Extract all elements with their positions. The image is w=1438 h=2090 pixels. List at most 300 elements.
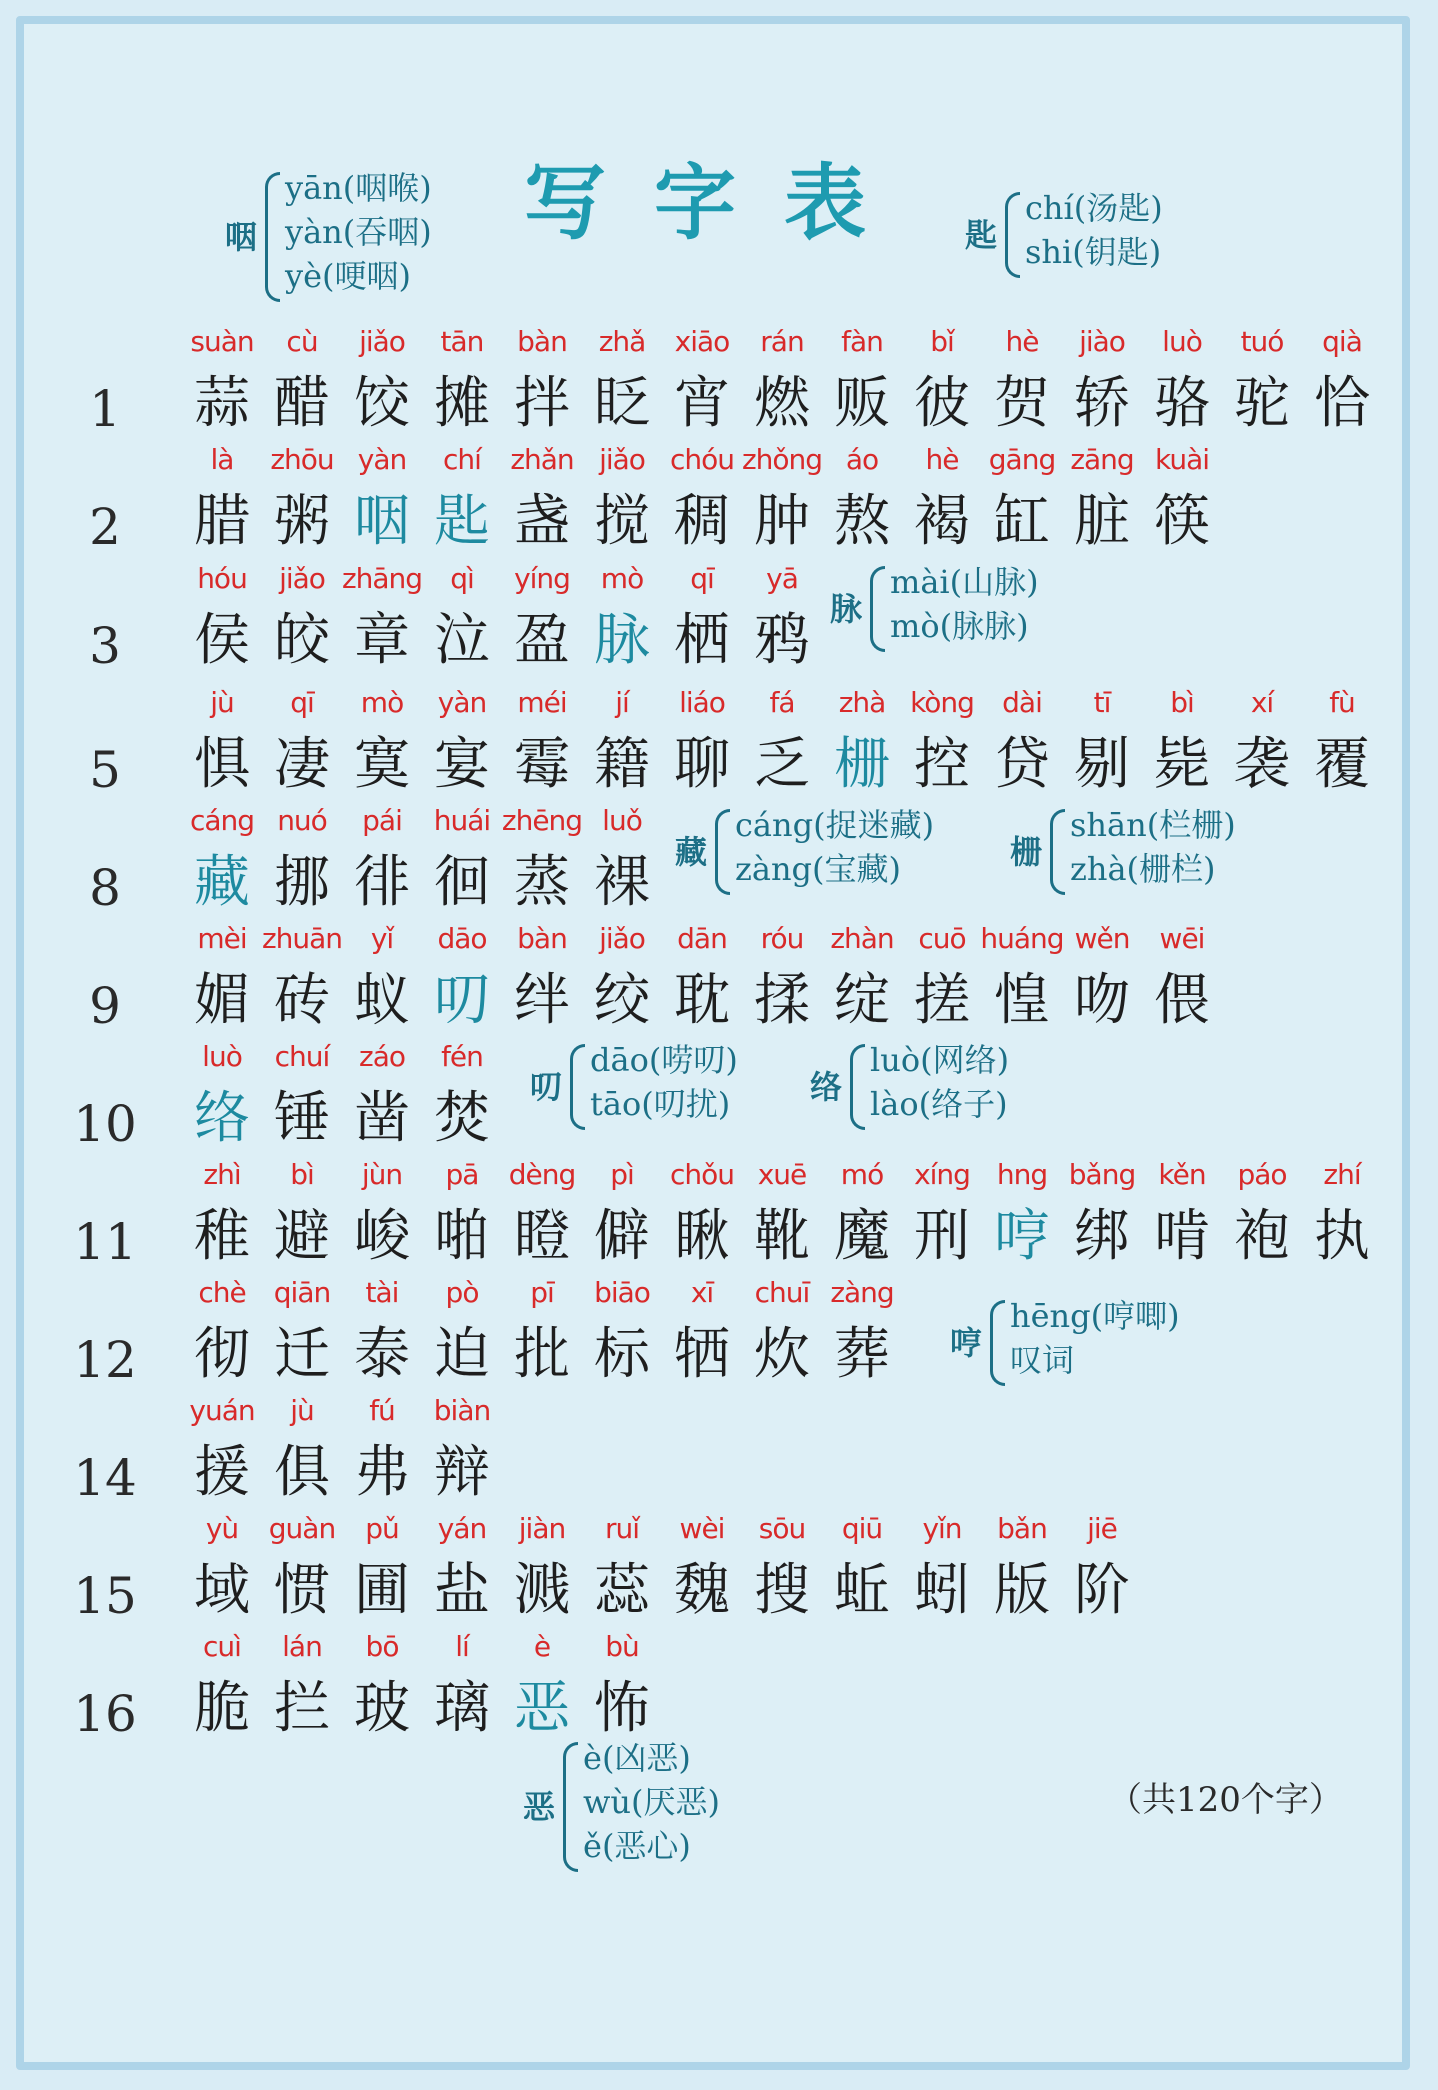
hanzi: 俱 bbox=[274, 1440, 330, 1505]
hanzi: 控 bbox=[914, 732, 970, 797]
pinyin: tān bbox=[440, 325, 484, 358]
char-cell bbox=[180, 1512, 264, 1626]
char-cell bbox=[420, 1630, 504, 1744]
char-cell bbox=[740, 562, 824, 676]
pinyin: yǐn bbox=[922, 1512, 962, 1545]
hanzi: 脆 bbox=[194, 1676, 250, 1741]
hanzi: 靴 bbox=[754, 1204, 810, 1269]
pinyin: gāng bbox=[988, 443, 1056, 476]
pinyin: tī bbox=[1093, 686, 1111, 719]
char-cell bbox=[660, 686, 744, 800]
hanzi: 拌 bbox=[514, 371, 570, 436]
pinyin: chuí bbox=[274, 1040, 330, 1073]
pinyin: yuán bbox=[189, 1394, 255, 1427]
pinyin: wěn bbox=[1074, 922, 1130, 955]
char-cell bbox=[260, 1158, 344, 1272]
brace-icon bbox=[265, 172, 280, 302]
hanzi: 峻 bbox=[354, 1204, 410, 1269]
hanzi: 蚓 bbox=[914, 1558, 970, 1623]
pinyin: mèi bbox=[197, 922, 247, 955]
char-cell bbox=[420, 1040, 504, 1154]
char-cell bbox=[980, 686, 1064, 800]
pinyin: chǒu bbox=[669, 1158, 735, 1191]
pinyin: fá bbox=[769, 686, 795, 719]
note-reading: yè(哽咽) bbox=[285, 257, 411, 295]
note-char: 脉 bbox=[830, 590, 863, 628]
note-char: 哼 bbox=[950, 1324, 983, 1362]
char-cell bbox=[500, 1512, 584, 1626]
hanzi: 揉 bbox=[754, 968, 810, 1033]
char-cell bbox=[260, 1630, 344, 1744]
char-cell bbox=[900, 1158, 984, 1272]
note-reading: lào(络子) bbox=[870, 1085, 1008, 1123]
note-reading: luò(网络) bbox=[870, 1041, 1010, 1079]
char-cell bbox=[580, 1158, 664, 1272]
char-cell bbox=[1060, 443, 1144, 557]
hanzi: 栅 bbox=[834, 732, 890, 797]
char-cell bbox=[580, 325, 664, 439]
char-cell bbox=[660, 922, 744, 1036]
note-reading: mài(山脉) bbox=[890, 563, 1039, 601]
hanzi: 腊 bbox=[194, 489, 250, 554]
pinyin: hng bbox=[996, 1158, 1048, 1191]
pinyin: liáo bbox=[679, 686, 725, 719]
char-cell bbox=[180, 1040, 264, 1154]
lesson-number: 3 bbox=[89, 617, 121, 675]
hanzi: 拦 bbox=[274, 1676, 330, 1741]
note-char: 匙 bbox=[965, 216, 998, 254]
char-cell bbox=[420, 1394, 504, 1508]
pinyin: jiǎo bbox=[359, 325, 405, 358]
note-reading: wù(厌恶) bbox=[583, 1783, 720, 1821]
pinyin: huái bbox=[433, 804, 491, 837]
note-reading: è(凶恶) bbox=[583, 1739, 691, 1777]
pinyin: nuó bbox=[277, 804, 327, 837]
note-char: 栅 bbox=[1010, 833, 1043, 871]
hanzi: 怖 bbox=[594, 1676, 650, 1741]
table-row bbox=[0, 1512, 1438, 1632]
pinyin: mó bbox=[840, 1158, 884, 1191]
pinyin: xī bbox=[690, 1276, 714, 1309]
pinyin: dài bbox=[1002, 686, 1042, 719]
pinyin: pā bbox=[445, 1158, 479, 1191]
pinyin: bǐ bbox=[930, 325, 954, 358]
pinyin: pò bbox=[445, 1276, 479, 1309]
hanzi: 弗 bbox=[354, 1440, 410, 1505]
char-cell bbox=[340, 562, 424, 676]
pinyin: fú bbox=[369, 1394, 395, 1427]
hanzi: 脏 bbox=[1074, 489, 1130, 554]
hanzi: 恶 bbox=[514, 1676, 570, 1741]
hanzi: 熬 bbox=[834, 489, 890, 554]
hanzi: 域 bbox=[194, 1558, 250, 1623]
hanzi: 匙 bbox=[434, 489, 490, 554]
char-cell bbox=[180, 1630, 264, 1744]
lesson-number: 8 bbox=[89, 859, 121, 917]
pinyin: bù bbox=[605, 1630, 639, 1663]
pinyin: dāo bbox=[437, 922, 487, 955]
pinyin: luò bbox=[202, 1040, 242, 1073]
hanzi: 筷 bbox=[1154, 489, 1210, 554]
pinyin: zhí bbox=[1323, 1158, 1361, 1191]
char-cell bbox=[1300, 686, 1384, 800]
note-reading: zhà(栅栏) bbox=[1070, 850, 1216, 888]
note-reading: yàn(吞咽) bbox=[285, 213, 432, 251]
hanzi: 溅 bbox=[514, 1558, 570, 1623]
char-cell bbox=[900, 686, 984, 800]
pinyin: dèng bbox=[508, 1158, 576, 1191]
char-cell bbox=[1220, 325, 1304, 439]
char-cell bbox=[740, 325, 824, 439]
table-row bbox=[0, 922, 1438, 1042]
hanzi: 泣 bbox=[434, 608, 490, 673]
pinyin: zhàn bbox=[830, 922, 894, 955]
char-cell bbox=[740, 443, 824, 557]
hanzi: 炊 bbox=[754, 1322, 810, 1387]
pinyin: bàn bbox=[517, 922, 567, 955]
hanzi: 哼 bbox=[994, 1204, 1050, 1269]
hanzi: 饺 bbox=[354, 371, 410, 436]
pinyin: xí bbox=[1250, 686, 1274, 719]
char-cell bbox=[260, 1394, 344, 1508]
hanzi: 绽 bbox=[834, 968, 890, 1033]
char-cell bbox=[500, 804, 584, 918]
pinyin: jiàn bbox=[518, 1512, 566, 1545]
char-cell bbox=[180, 922, 264, 1036]
hanzi: 裸 bbox=[594, 850, 650, 915]
table-row bbox=[0, 325, 1438, 445]
char-cell bbox=[580, 562, 664, 676]
lesson-number: 14 bbox=[73, 1449, 137, 1507]
char-cell bbox=[740, 1276, 824, 1390]
hanzi: 徊 bbox=[434, 850, 490, 915]
hanzi: 肿 bbox=[754, 489, 810, 554]
pinyin: yán bbox=[437, 1512, 487, 1545]
char-cell bbox=[660, 562, 744, 676]
hanzi: 脉 bbox=[594, 608, 650, 673]
lesson-number: 11 bbox=[73, 1213, 137, 1271]
char-cell bbox=[420, 1276, 504, 1390]
pinyin: rán bbox=[760, 325, 804, 358]
pinyin: chè bbox=[198, 1276, 246, 1309]
pinyin: áo bbox=[845, 443, 879, 476]
pinyin: jùn bbox=[361, 1158, 403, 1191]
pinyin: zhāng bbox=[341, 562, 423, 595]
char-cell bbox=[740, 1512, 824, 1626]
char-cell bbox=[420, 804, 504, 918]
char-cell bbox=[740, 922, 824, 1036]
pinyin: cù bbox=[286, 325, 318, 358]
char-cell bbox=[1220, 1158, 1304, 1272]
pinyin: dān bbox=[677, 922, 727, 955]
hanzi: 蚯 bbox=[834, 1558, 890, 1623]
char-cell bbox=[660, 1276, 744, 1390]
char-cell bbox=[580, 443, 664, 557]
char-cell bbox=[420, 562, 504, 676]
pinyin: zhǎ bbox=[598, 325, 646, 358]
brace-icon bbox=[570, 1044, 585, 1130]
pinyin: jiǎo bbox=[599, 443, 645, 476]
char-cell bbox=[420, 443, 504, 557]
char-cell bbox=[340, 325, 424, 439]
note-reading: dāo(唠叨) bbox=[590, 1041, 738, 1079]
hanzi: 焚 bbox=[434, 1086, 490, 1151]
pinyin: yù bbox=[205, 1512, 239, 1545]
note-reading: yān(咽喉) bbox=[285, 169, 432, 207]
char-cell bbox=[580, 1630, 664, 1744]
lesson-number: 12 bbox=[73, 1331, 137, 1389]
pinyin: páo bbox=[1237, 1158, 1287, 1191]
char-cell bbox=[740, 686, 824, 800]
pinyin: cuì bbox=[203, 1630, 241, 1663]
pinyin: yàn bbox=[437, 686, 487, 719]
hanzi: 皎 bbox=[274, 608, 330, 673]
char-cell bbox=[1060, 922, 1144, 1036]
note-reading: hēng(哼唧) bbox=[1010, 1297, 1180, 1335]
lesson-number: 10 bbox=[73, 1095, 137, 1153]
hanzi: 葬 bbox=[834, 1322, 890, 1387]
table-row bbox=[0, 686, 1438, 806]
hanzi: 偎 bbox=[1154, 968, 1210, 1033]
pinyin: huáng bbox=[980, 922, 1064, 955]
hanzi: 迫 bbox=[434, 1322, 490, 1387]
hanzi: 盏 bbox=[514, 489, 570, 554]
pinyin: zāng bbox=[1070, 443, 1134, 476]
pinyin: biāo bbox=[594, 1276, 650, 1309]
brace-icon bbox=[870, 566, 885, 652]
table-row bbox=[0, 1158, 1438, 1278]
char-cell bbox=[820, 686, 904, 800]
char-cell bbox=[660, 325, 744, 439]
hanzi: 叨 bbox=[434, 968, 490, 1033]
note-reading: zàng(宝藏) bbox=[735, 850, 902, 888]
pinyin: jù bbox=[290, 1394, 314, 1427]
char-cell bbox=[820, 443, 904, 557]
brace-icon bbox=[990, 1300, 1005, 1386]
hanzi: 霉 bbox=[514, 732, 570, 797]
char-cell bbox=[420, 1158, 504, 1272]
hanzi: 侯 bbox=[194, 608, 250, 673]
brace-icon bbox=[1050, 809, 1065, 895]
hanzi: 彼 bbox=[914, 371, 970, 436]
hanzi: 惯 bbox=[274, 1558, 330, 1623]
char-cell bbox=[340, 804, 424, 918]
note-char: 恶 bbox=[523, 1788, 556, 1826]
table-row bbox=[0, 1276, 1438, 1396]
hanzi: 搅 bbox=[594, 489, 650, 554]
pinyin: chóu bbox=[669, 443, 735, 476]
hanzi: 骆 bbox=[1154, 371, 1210, 436]
pinyin: qiū bbox=[841, 1512, 883, 1545]
note-reading: cáng(捉迷藏) bbox=[735, 806, 935, 844]
pinyin: ruǐ bbox=[604, 1512, 640, 1545]
pinyin: zhǒng bbox=[741, 443, 823, 476]
pinyin: xiāo bbox=[674, 325, 730, 358]
char-cell bbox=[500, 686, 584, 800]
lesson-number: 9 bbox=[89, 977, 121, 1035]
hanzi: 袍 bbox=[1234, 1204, 1290, 1269]
char-cell bbox=[500, 562, 584, 676]
lesson-number: 15 bbox=[73, 1567, 137, 1625]
note-char: 络 bbox=[810, 1068, 843, 1106]
char-cell bbox=[580, 686, 664, 800]
hanzi: 彻 bbox=[194, 1322, 250, 1387]
pinyin: záo bbox=[359, 1040, 405, 1073]
pinyin: là bbox=[210, 443, 234, 476]
char-cell bbox=[580, 922, 664, 1036]
table-row bbox=[0, 1394, 1438, 1514]
brace-icon bbox=[715, 809, 730, 895]
hanzi: 咽 bbox=[354, 489, 410, 554]
pinyin: fén bbox=[441, 1040, 483, 1073]
lesson-number: 2 bbox=[89, 498, 121, 556]
char-cell bbox=[900, 1512, 984, 1626]
hanzi: 阶 bbox=[1074, 1558, 1130, 1623]
hanzi: 凿 bbox=[354, 1086, 410, 1151]
char-cell bbox=[340, 922, 424, 1036]
table-row bbox=[0, 443, 1438, 563]
hanzi: 络 bbox=[194, 1086, 250, 1151]
hanzi: 贷 bbox=[994, 732, 1050, 797]
char-cell bbox=[660, 443, 744, 557]
pinyin: sōu bbox=[758, 1512, 806, 1545]
char-cell bbox=[180, 443, 264, 557]
hanzi: 绑 bbox=[1074, 1204, 1130, 1269]
char-cell bbox=[900, 922, 984, 1036]
hanzi: 牺 bbox=[674, 1322, 730, 1387]
total-count: （共120个字） bbox=[1108, 1780, 1343, 1820]
char-cell bbox=[260, 1276, 344, 1390]
hanzi: 瞅 bbox=[674, 1204, 730, 1269]
hanzi: 砖 bbox=[274, 968, 330, 1033]
char-cell bbox=[500, 443, 584, 557]
hanzi: 毙 bbox=[1154, 732, 1210, 797]
hanzi: 迁 bbox=[274, 1322, 330, 1387]
pinyin: fù bbox=[1329, 686, 1355, 719]
char-cell bbox=[340, 1630, 424, 1744]
note-reading: chí(汤匙) bbox=[1025, 189, 1163, 227]
hanzi: 魔 bbox=[834, 1204, 890, 1269]
note-reading: tāo(叨扰) bbox=[590, 1085, 731, 1123]
hanzi: 执 bbox=[1314, 1204, 1370, 1269]
char-cell bbox=[820, 1512, 904, 1626]
pinyin: yàn bbox=[357, 443, 407, 476]
char-cell bbox=[340, 1276, 424, 1390]
pinyin: xuē bbox=[757, 1158, 807, 1191]
char-cell bbox=[340, 1394, 424, 1508]
pinyin: pī bbox=[530, 1276, 554, 1309]
char-cell bbox=[660, 1512, 744, 1626]
pinyin: zhà bbox=[838, 686, 886, 719]
pinyin: qì bbox=[450, 562, 474, 595]
pinyin: chuī bbox=[754, 1276, 810, 1309]
char-cell bbox=[1060, 686, 1144, 800]
hanzi: 璃 bbox=[434, 1676, 490, 1741]
char-cell bbox=[820, 325, 904, 439]
hanzi: 挪 bbox=[274, 850, 330, 915]
hanzi: 栖 bbox=[674, 608, 730, 673]
pinyin: chí bbox=[443, 443, 481, 476]
pinyin: qī bbox=[690, 562, 714, 595]
char-cell bbox=[1300, 1158, 1384, 1272]
pinyin: cuō bbox=[918, 922, 966, 955]
char-cell bbox=[340, 1512, 424, 1626]
char-cell bbox=[340, 1158, 424, 1272]
note-char: 咽 bbox=[225, 218, 258, 256]
pinyin: kòng bbox=[910, 686, 974, 719]
char-cell bbox=[900, 443, 984, 557]
char-cell bbox=[820, 1158, 904, 1272]
hanzi: 章 bbox=[354, 608, 410, 673]
hanzi: 泰 bbox=[354, 1322, 410, 1387]
hanzi: 眨 bbox=[594, 371, 650, 436]
pinyin: qià bbox=[1322, 325, 1362, 358]
pinyin: zhǎn bbox=[510, 443, 574, 476]
pinyin: bì bbox=[290, 1158, 314, 1191]
table-row bbox=[0, 562, 1438, 682]
pinyin: hè bbox=[925, 443, 959, 476]
hanzi: 啃 bbox=[1154, 1204, 1210, 1269]
pinyin: guàn bbox=[268, 1512, 336, 1545]
pinyin: yíng bbox=[514, 562, 570, 595]
pinyin: jí bbox=[615, 686, 629, 719]
hanzi: 凄 bbox=[274, 732, 330, 797]
char-cell bbox=[260, 1040, 344, 1154]
hanzi: 醋 bbox=[274, 371, 330, 436]
note-reading: shi(钥匙) bbox=[1025, 233, 1162, 271]
hanzi: 缸 bbox=[994, 489, 1050, 554]
lesson-number: 5 bbox=[89, 741, 121, 799]
char-cell bbox=[1060, 1512, 1144, 1626]
char-cell bbox=[1060, 1158, 1144, 1272]
pinyin: xíng bbox=[914, 1158, 970, 1191]
hanzi: 刑 bbox=[914, 1204, 970, 1269]
hanzi: 惶 bbox=[994, 968, 1050, 1033]
hanzi: 稚 bbox=[194, 1204, 250, 1269]
char-cell bbox=[420, 686, 504, 800]
pinyin: cáng bbox=[189, 804, 255, 837]
pinyin: bǎng bbox=[1068, 1158, 1136, 1191]
hanzi: 籍 bbox=[594, 732, 650, 797]
hanzi: 搜 bbox=[754, 1558, 810, 1623]
pinyin: bì bbox=[1170, 686, 1194, 719]
pinyin: yā bbox=[766, 562, 798, 595]
hanzi: 绊 bbox=[514, 968, 570, 1033]
hanzi: 魏 bbox=[674, 1558, 730, 1623]
pinyin: pǔ bbox=[365, 1512, 399, 1545]
pinyin: lán bbox=[282, 1630, 322, 1663]
char-cell bbox=[180, 1394, 264, 1508]
char-cell bbox=[500, 1158, 584, 1272]
char-cell bbox=[1140, 686, 1224, 800]
char-cell bbox=[180, 804, 264, 918]
hanzi: 蚁 bbox=[354, 968, 410, 1033]
hanzi: 蒜 bbox=[194, 371, 250, 436]
hanzi: 恰 bbox=[1314, 371, 1370, 436]
char-cell bbox=[260, 686, 344, 800]
hanzi: 褐 bbox=[914, 489, 970, 554]
hanzi: 玻 bbox=[354, 1676, 410, 1741]
pinyin: bǎn bbox=[997, 1512, 1047, 1545]
note-char: 叨 bbox=[530, 1068, 563, 1106]
pinyin: zhōu bbox=[270, 443, 334, 476]
hanzi: 乏 bbox=[754, 732, 810, 797]
note-reading: ě(恶心) bbox=[583, 1827, 691, 1865]
pinyin: mò bbox=[360, 686, 404, 719]
pinyin: tài bbox=[365, 1276, 399, 1309]
char-cell bbox=[1140, 325, 1224, 439]
char-cell bbox=[500, 325, 584, 439]
